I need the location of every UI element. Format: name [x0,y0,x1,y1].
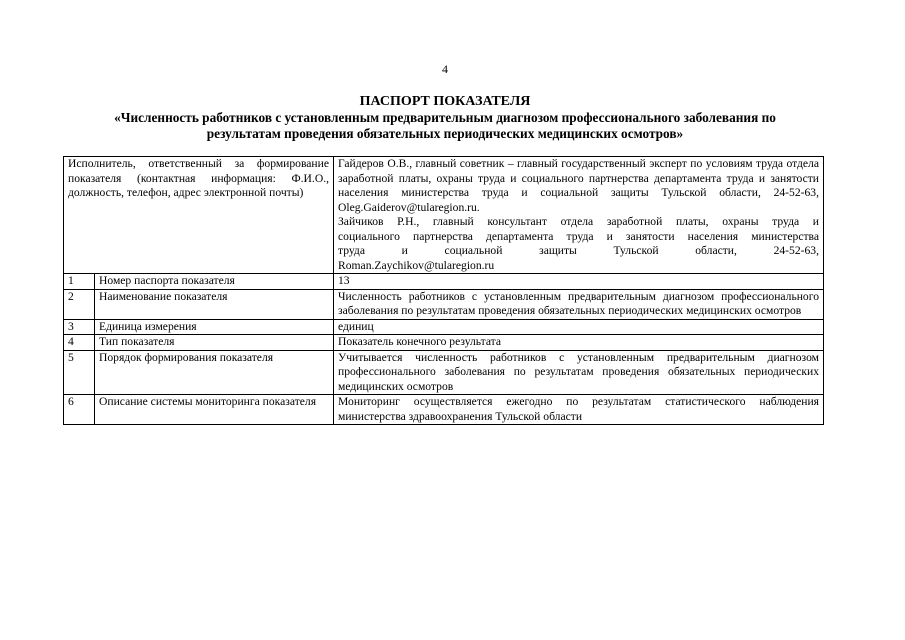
executor-person-2-line-2: социального партнерства департамента труда и занятости населения министерства [338,229,819,243]
table-row [64,395,824,425]
table-row-executor [64,157,824,274]
table-row [64,289,824,319]
row-label: Номер паспорта показателя [95,274,334,290]
row-label: Тип показателя [95,335,334,351]
row-number: 5 [64,350,95,395]
subtitle-line-1: «Численность работников с установленным предварительным диагнозом профессионального заболевания по [114,110,776,125]
row-value: Мониторинг осуществляется ежегодно по результатам статистического наблюдения министерства здравоохранения Тульской области [334,395,824,425]
row-value: Учитывается численность работников с установленным предварительным диагнозом профессионального заболевания по результатам проведения обязательных периодических медицинских осмотров [334,350,824,395]
row-value: Численность работников с установленным предварительным диагнозом профессионального заболевания по результатам проведения обязательных периодических медицинских осмотров [334,289,824,319]
row-number: 1 [64,274,95,290]
executor-label: Исполнитель, ответственный за формирование показателя (контактная информация: Ф.И.О., должность, телефон, адрес электронной почты) [64,157,334,274]
row-label: Порядок формирования показателя [95,350,334,395]
row-label: Наименование показателя [95,289,334,319]
row-number: 4 [64,335,95,351]
table-row [64,319,824,335]
document-heading [70,93,820,142]
table-row [64,350,824,395]
document-subtitle [70,110,820,142]
executor-value [334,157,824,274]
row-label: Единица измерения [95,319,334,335]
row-number: 3 [64,319,95,335]
page-number: 4 [442,62,448,76]
row-value: 13 [334,274,824,290]
table-row [64,335,824,351]
document-title: ПАСПОРТ ПОКАЗАТЕЛЯ [359,94,531,109]
executor-person-1: Гайдеров О.В., главный советник – главный государственный эксперт по условиям труда отдела заработной платы, охраны труда и социального партнерства департамента труда и занятости населения министерства труда и социальной защиты Тульской области, 24-52-63, Oleg.Gaiderov@tularegion.ru. [338,157,819,214]
executor-person-2-line-1: Зайчиков Р.Н., главный консультант отдела заработной платы, охраны труда и [338,215,819,228]
table-row [64,274,824,290]
row-number: 6 [64,395,95,425]
subtitle-line-2: результатам проведения обязательных периодических медицинских осмотров» [206,126,684,141]
executor-person-2-line-3: труда и социальной защиты Тульской области, 24-52-63, [338,244,819,257]
executor-person-2-line-4: Roman.Zaychikov@tularegion.ru [338,258,495,272]
row-number: 2 [64,289,95,319]
row-value: Показатель конечного результата [334,335,824,351]
row-value: единиц [334,319,824,335]
passport-table [63,156,824,425]
row-label: Описание системы мониторинга показателя [95,395,334,425]
